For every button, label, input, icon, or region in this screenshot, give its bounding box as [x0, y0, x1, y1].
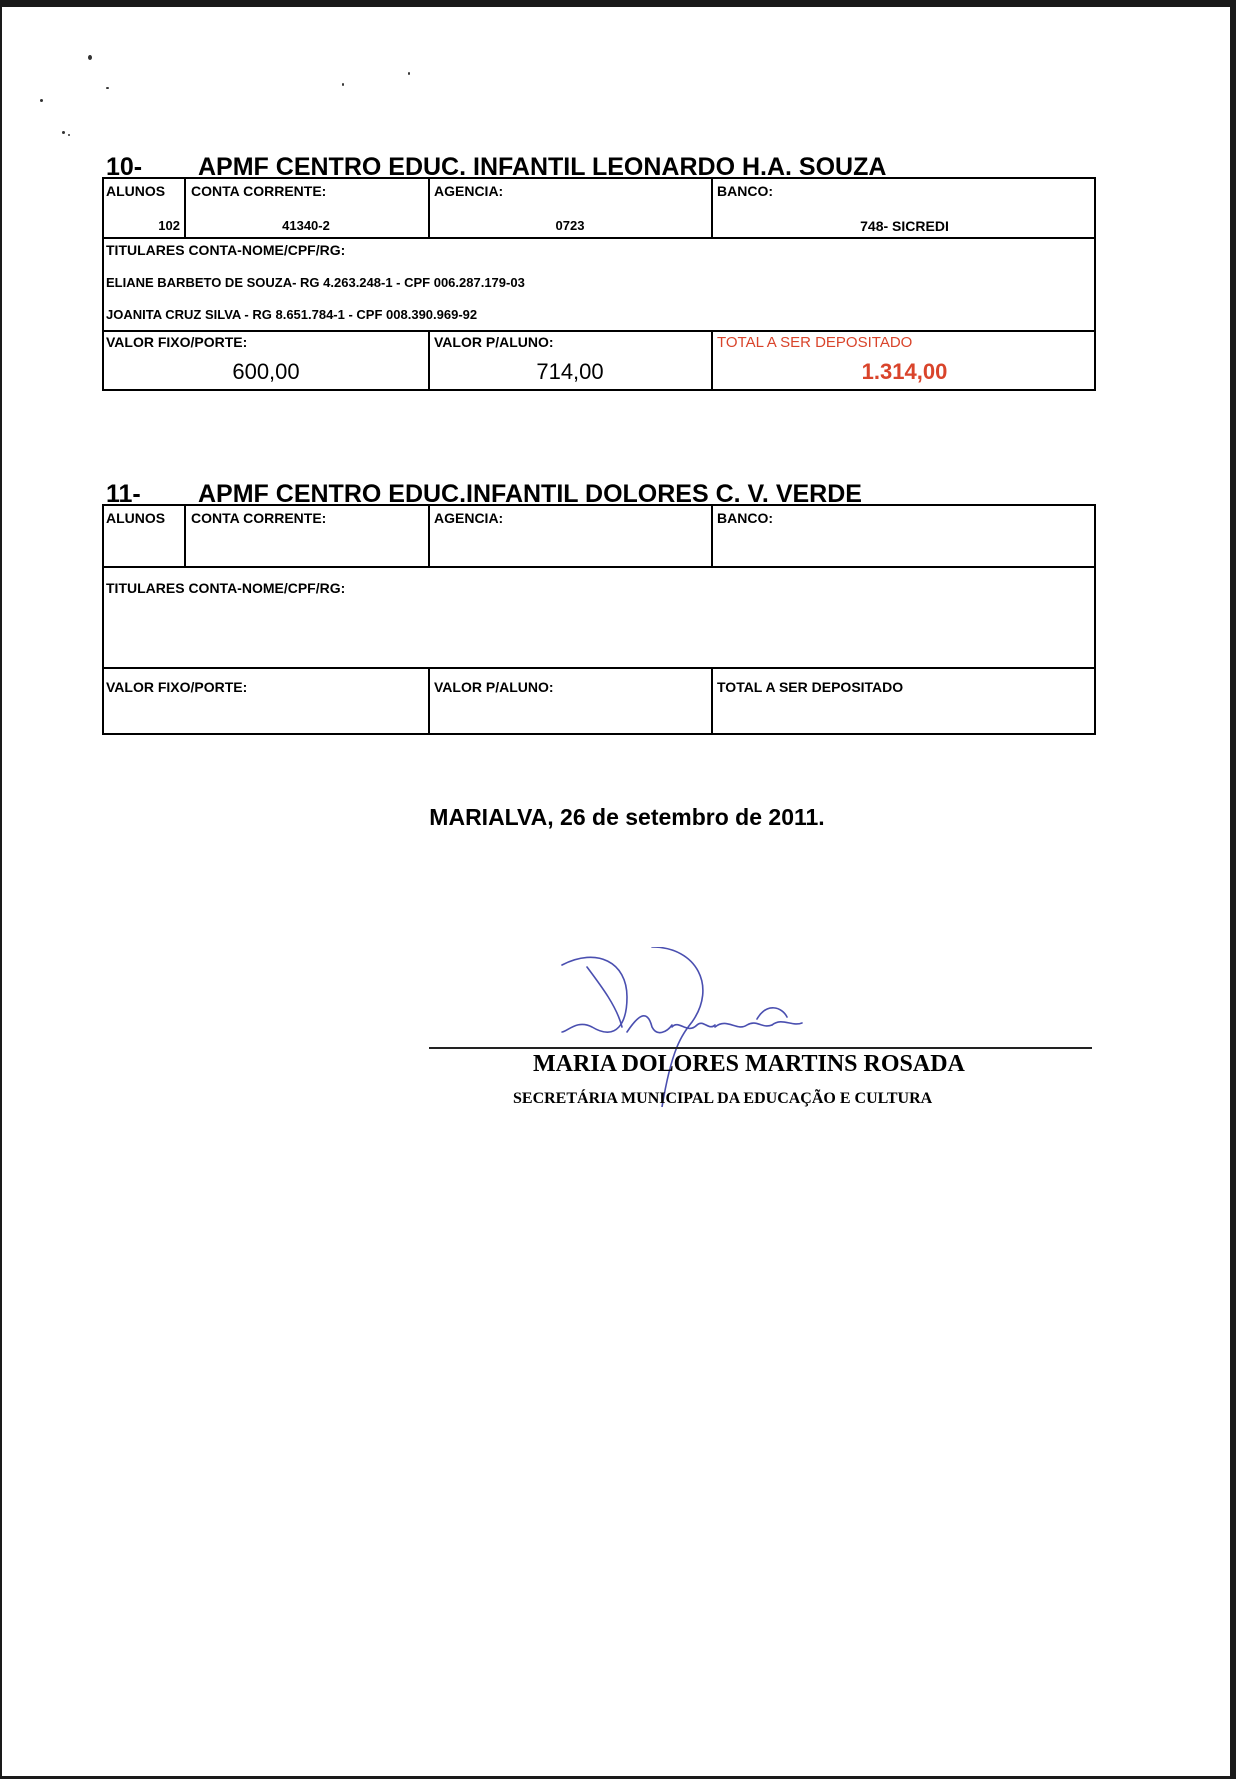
banco-value: 748- SICREDI: [860, 218, 949, 234]
titular-1: ELIANE BARBETO DE SOUZA- RG 4.263.248-1 - CPF 006.287.179-03: [106, 275, 525, 290]
table-divider: [711, 506, 713, 566]
banco-label: BANCO:: [717, 510, 773, 526]
scan-speck: [68, 134, 70, 136]
scan-speck: [88, 55, 92, 60]
signer-role: SECRETÁRIA MUNICIPAL DA EDUCAÇÃO E CULTURA: [513, 1090, 933, 1107]
scan-speck: [106, 87, 109, 89]
alunos-label: ALUNOS: [106, 183, 166, 199]
section-name: APMF CENTRO EDUC.INFANTIL DOLORES C. V. VERDE: [198, 480, 862, 508]
table-divider: [711, 667, 713, 735]
section-number: 10-: [106, 153, 143, 181]
scan-speck: [408, 72, 410, 75]
alunos-label: ALUNOS: [106, 510, 166, 526]
conta-label: CONTA CORRENTE:: [191, 510, 327, 526]
valor-aluno-label: VALOR P/ALUNO:: [434, 679, 554, 695]
valor-fixo-value: 600,00: [232, 359, 300, 384]
agencia-label: AGENCIA:: [434, 183, 504, 199]
signer-name: MARIA DOLORES MARTINS ROSADA: [533, 1051, 965, 1077]
valor-aluno-value: 714,00: [536, 359, 604, 384]
date-line: MARIALVA, 26 de setembro de 2011.: [429, 804, 825, 830]
valor-fixo-label: VALOR FIXO/PORTE:: [106, 334, 248, 350]
total-value: 1.314,00: [861, 359, 948, 384]
handwritten-signature: [557, 947, 857, 1107]
table-divider: [104, 667, 1094, 669]
table-divider: [104, 237, 1094, 239]
alunos-value: 102: [158, 218, 180, 233]
valor-fixo-label: VALOR FIXO/PORTE:: [106, 679, 248, 695]
banco-label: BANCO:: [717, 183, 773, 199]
titulares-label: TITULARES CONTA-NOME/CPF/RG:: [106, 580, 346, 596]
total-label: TOTAL A SER DEPOSITADO: [717, 334, 913, 351]
agencia-value: 0723: [555, 218, 585, 233]
titulares-label: TITULARES CONTA-NOME/CPF/RG:: [106, 242, 346, 258]
table-divider: [428, 667, 430, 735]
table-divider: [104, 566, 1094, 568]
total-label: TOTAL A SER DEPOSITADO: [717, 679, 904, 695]
signature-line: [429, 1047, 1092, 1049]
conta-value: 41340-2: [282, 218, 330, 233]
table-divider: [104, 330, 1094, 332]
table-divider: [428, 506, 430, 566]
section-name: APMF CENTRO EDUC. INFANTIL LEONARDO H.A. SOUZA: [198, 153, 887, 181]
valor-aluno-label: VALOR P/ALUNO:: [434, 334, 554, 350]
conta-label: CONTA CORRENTE:: [191, 183, 327, 199]
titular-2: JOANITA CRUZ SILVA - RG 8.651.784-1 - CPF 008.390.969-92: [106, 307, 478, 322]
table-divider: [184, 506, 186, 566]
scan-speck: [40, 99, 43, 102]
scan-speck: [342, 83, 344, 86]
account-table: [102, 177, 1096, 391]
agencia-label: AGENCIA:: [434, 510, 504, 526]
scan-speck: [62, 131, 65, 134]
account-table: [102, 504, 1096, 735]
section-number: 11-: [106, 480, 141, 508]
